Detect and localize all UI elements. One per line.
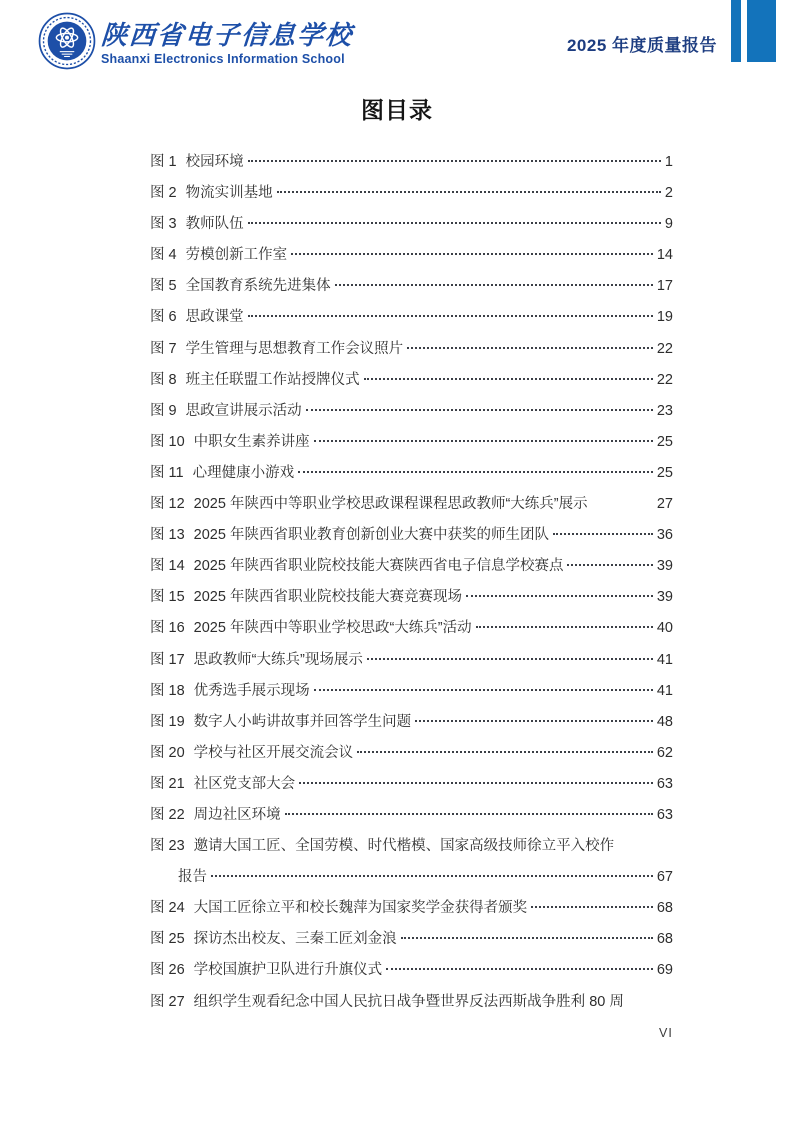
- dot-leader: [211, 875, 653, 877]
- toc-entry[interactable]: [150, 769, 673, 800]
- figure-toc: [150, 147, 673, 1018]
- page-ref: 22: [656, 340, 673, 357]
- dot-leader: [386, 968, 653, 970]
- figure-label: 图 17: [150, 651, 185, 668]
- dot-leader: [531, 906, 653, 908]
- school-logo-icon: [38, 12, 96, 75]
- toc-entry[interactable]: [150, 458, 673, 489]
- toc-entry[interactable]: [150, 831, 673, 862]
- figure-title: 组织学生观看纪念中国人民抗日战争暨世界反法西斯战争胜利 80 周: [193, 993, 624, 1010]
- page-ref: 22: [656, 371, 673, 388]
- figure-title: 教师队伍: [185, 216, 244, 233]
- page-ref: 14: [656, 247, 673, 264]
- figure-label: 图 5: [150, 278, 177, 295]
- figure-label: 图 14: [150, 558, 185, 575]
- figure-label: 图 2: [150, 185, 177, 202]
- page-ref: 9: [664, 216, 673, 233]
- figure-title: 心理健康小游戏: [192, 464, 295, 481]
- page-ref: 68: [656, 900, 673, 917]
- figure-title: 邀请大国工匠、全国劳模、时代楷模、国家高级技师徐立平入校作: [193, 838, 615, 855]
- school-name-english: Shaanxi Electronics Information School: [101, 52, 345, 66]
- figure-title: 学生管理与思想教育工作会议照片: [185, 340, 404, 357]
- figure-title: 物流实训基地: [185, 185, 273, 202]
- page-ref: 39: [656, 558, 673, 575]
- corner-bar-wide: [747, 0, 776, 62]
- dot-leader: [357, 751, 653, 753]
- dot-leader: [277, 191, 661, 193]
- dot-leader: [298, 471, 653, 473]
- figure-label: 图 23: [150, 838, 185, 855]
- dot-leader: [407, 347, 653, 349]
- figure-title: 2025 年陕西中等职业学校思政“大练兵”活动: [193, 620, 472, 637]
- toc-entry[interactable]: [150, 209, 673, 240]
- page-ref: 23: [656, 402, 673, 419]
- figure-label: 图 26: [150, 962, 185, 979]
- toc-entry[interactable]: [150, 613, 673, 644]
- toc-entry[interactable]: [150, 800, 673, 831]
- figure-title: 学校与社区开展交流会议: [193, 744, 354, 761]
- toc-entry[interactable]: [150, 893, 673, 924]
- figure-label: 图 25: [150, 931, 185, 948]
- dot-leader: [299, 782, 653, 784]
- page-ref: 17: [656, 278, 673, 295]
- page-ref: 25: [656, 433, 673, 450]
- dot-leader: [248, 222, 661, 224]
- page-ref: 67: [656, 869, 673, 886]
- dot-leader: [248, 160, 661, 162]
- school-name-chinese: 陕西省电子信息学校: [100, 21, 355, 50]
- toc-entry[interactable]: [150, 365, 673, 396]
- page-ref: 68: [656, 931, 673, 948]
- toc-entry[interactable]: [150, 924, 673, 955]
- figure-title: 思政课堂: [185, 309, 244, 326]
- toc-entry[interactable]: [150, 520, 673, 551]
- page-ref: 63: [656, 775, 673, 792]
- figure-label: 图 1: [150, 154, 177, 170]
- dot-leader: [248, 315, 653, 317]
- figure-label: 图 4: [150, 247, 177, 264]
- figure-title: 2025 年陕西中等职业学校思政课程课程思政教师“大练兵”展示: [193, 496, 588, 513]
- toc-entry[interactable]: [150, 738, 673, 769]
- page-ref: 41: [656, 682, 673, 699]
- toc-entry[interactable]: [150, 147, 673, 178]
- toc-entry[interactable]: [150, 645, 673, 676]
- figure-title: 大国工匠徐立平和校长魏萍为国家奖学金获得者颁奖: [193, 900, 528, 917]
- dot-leader: [476, 626, 653, 628]
- page-ref: 27: [656, 496, 673, 513]
- dot-leader: [567, 564, 652, 566]
- figure-label: 图 10: [150, 433, 185, 450]
- figure-title: 社区党支部大会: [193, 775, 296, 792]
- toc-entry[interactable]: [150, 987, 673, 1018]
- dot-leader: [466, 595, 653, 597]
- dot-leader: [314, 689, 653, 691]
- toc-entry[interactable]: [150, 676, 673, 707]
- figure-title: 数字人小屿讲故事并回答学生问题: [193, 713, 412, 730]
- figure-label: 图 16: [150, 620, 185, 637]
- figure-title: 2025 年陕西省职业院校技能大赛竞赛现场: [193, 589, 462, 606]
- figure-title: 探访杰出校友、三秦工匠刘金浪: [193, 931, 397, 948]
- page-ref: 63: [656, 806, 673, 823]
- figure-title: 学校国旗护卫队进行升旗仪式: [193, 962, 383, 979]
- toc-entry-continuation[interactable]: [150, 862, 673, 893]
- figure-label: 图 18: [150, 682, 185, 699]
- figure-label: 图 19: [150, 713, 185, 730]
- figure-label: 图 9: [150, 402, 177, 419]
- dot-leader: [415, 720, 653, 722]
- figure-label: 图 7: [150, 340, 177, 357]
- dot-leader: [335, 284, 653, 286]
- report-title: 2025 年度质量报告: [566, 36, 717, 55]
- page-ref: 39: [656, 589, 673, 606]
- corner-bar-thin: [731, 0, 741, 62]
- figure-label: 图 6: [150, 309, 177, 326]
- toc-entry[interactable]: [150, 178, 673, 209]
- figure-title-continued: 报告: [178, 869, 207, 886]
- dot-leader: [306, 409, 653, 411]
- figure-label: 图 15: [150, 589, 185, 606]
- figure-title: 校园环境: [185, 154, 244, 170]
- figure-label: 图 21: [150, 775, 185, 792]
- dot-leader: [553, 533, 653, 535]
- dot-leader: [367, 658, 653, 660]
- figure-title: 周边社区环境: [193, 806, 281, 823]
- figure-label: 图 13: [150, 527, 185, 544]
- toc-entry[interactable]: [150, 302, 673, 333]
- toc-entry[interactable]: [150, 489, 673, 520]
- toc-entry[interactable]: [150, 427, 673, 458]
- figure-label: 图 24: [150, 900, 185, 917]
- toc-entry[interactable]: [150, 955, 673, 986]
- figure-title: 思政教师“大练兵”现场展示: [193, 651, 363, 668]
- page-ref: 41: [656, 651, 673, 668]
- page-number: VI: [659, 1026, 673, 1040]
- figure-title: 2025 年陕西省职业教育创新创业大赛中获奖的师生团队: [193, 527, 549, 544]
- dot-leader: [285, 813, 653, 815]
- page-ref: 62: [656, 744, 673, 761]
- header-brand: [38, 12, 353, 75]
- page-ref: 2: [664, 185, 673, 202]
- toc-entry[interactable]: [150, 334, 673, 365]
- figure-label: 图 22: [150, 806, 185, 823]
- figure-title: 2025 年陕西省职业院校技能大赛陕西省电子信息学校赛点: [193, 558, 564, 575]
- figure-title: 劳模创新工作室: [185, 247, 288, 264]
- page-ref: 25: [656, 464, 673, 481]
- figure-title: 优秀选手展示现场: [193, 682, 310, 699]
- page-ref: 1: [664, 154, 673, 170]
- figure-title: 班主任联盟工作站授牌仪式: [185, 371, 360, 388]
- figure-label: 图 20: [150, 744, 185, 761]
- page-ref: 40: [656, 620, 673, 637]
- dot-leader: [291, 253, 653, 255]
- page-ref: 36: [656, 527, 673, 544]
- figure-label: 图 12: [150, 496, 185, 513]
- figure-title: 全国教育系统先进集体: [185, 278, 331, 295]
- figure-label: 图 8: [150, 371, 177, 388]
- toc-entry[interactable]: [150, 707, 673, 738]
- page-ref: 69: [656, 962, 673, 979]
- toc-entry[interactable]: [150, 582, 673, 613]
- figure-label: 图 11: [150, 464, 184, 481]
- page-title: 图目录: [361, 97, 433, 123]
- toc-entry[interactable]: [150, 551, 673, 582]
- toc-entry[interactable]: [150, 240, 673, 271]
- figure-label: 图 3: [150, 216, 177, 233]
- figure-title: 思政宣讲展示活动: [185, 402, 302, 419]
- figure-title: 中职女生素养讲座: [193, 433, 310, 450]
- page-ref: 19: [656, 309, 673, 326]
- dot-leader: [314, 440, 653, 442]
- page-ref: 48: [656, 713, 673, 730]
- dot-leader: [364, 378, 653, 380]
- dot-leader: [401, 937, 653, 939]
- toc-entry[interactable]: [150, 396, 673, 427]
- figure-label: 图 27: [150, 993, 185, 1010]
- toc-entry[interactable]: [150, 271, 673, 302]
